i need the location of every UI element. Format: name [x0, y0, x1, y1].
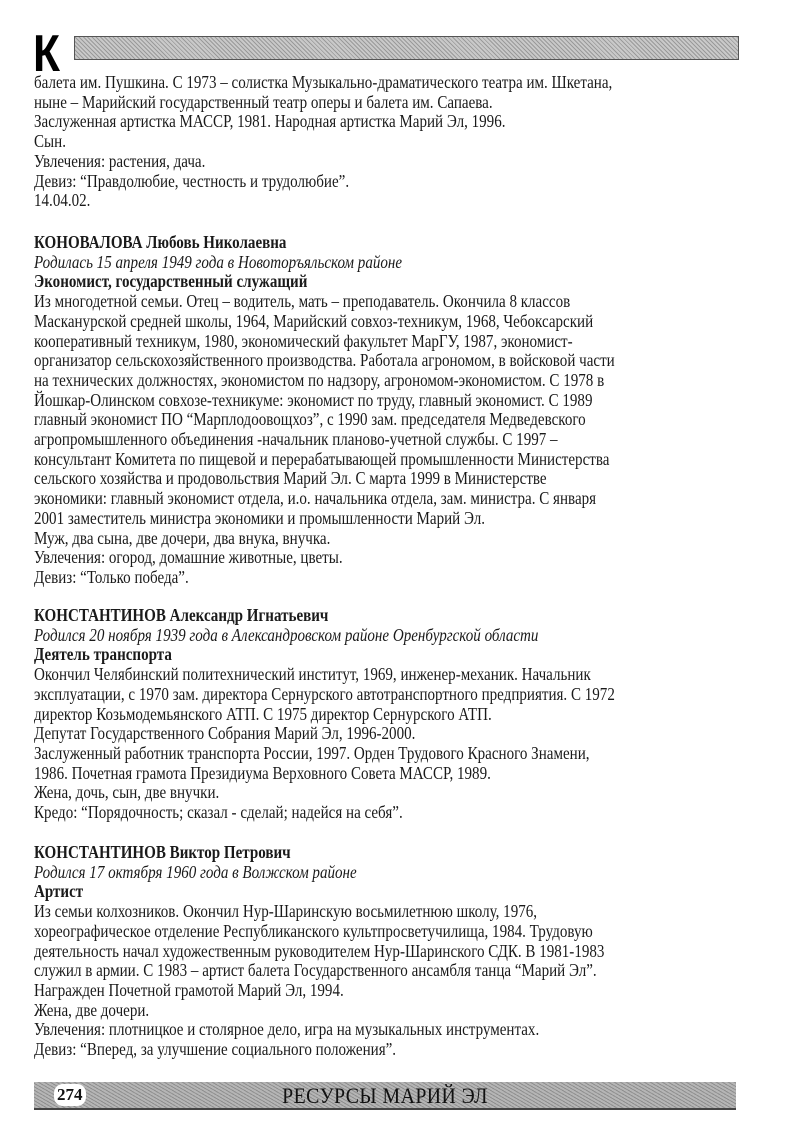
text-line: балета им. Пушкина. С 1973 – солистка Музыкально-драматического театра им. Шкетана,: [34, 72, 613, 92]
entry-heading: [34, 606, 739, 626]
entry-given-name: Виктор Петрович: [169, 842, 291, 862]
text-line: Сын.: [34, 131, 66, 152]
entry-profession: Деятель транспорта: [34, 644, 172, 665]
text-line: Жена, дочь, сын, две внучки.: [34, 782, 220, 803]
text-line: Увлечения: огород, домашние животные, цветы.: [34, 547, 343, 568]
text-line: Заслуженная артистка МАССР, 1981. Народная артистка Марий Эл, 1996.: [34, 111, 506, 132]
text-line: Кредо: “Порядочность; сказал - сделай; надейся на себя”.: [34, 802, 403, 823]
text-line: Девиз: “Вперед, за улучшение социального положения”.: [34, 1039, 397, 1060]
text-line: агропромышленного объединения -начальник планово-учетной службы. С 1997 –: [34, 429, 558, 450]
text-line: Заслуженный работник транспорта России, 1997. Орден Трудового Красного Знамени,: [34, 742, 590, 763]
text-line: Награжден Почетной грамотой Марий Эл, 1994.: [34, 979, 344, 1000]
text-line: Увлечения: растения, дача.: [34, 150, 206, 171]
footer-band: [34, 1082, 736, 1110]
text-line: организатор сельскохозяйственного производства. Работала агрономом, в войсковой части: [34, 350, 615, 371]
text-line: служил в армии. С 1983 – артист балета Государственного ансамбля танца “Марий Эл”.: [34, 960, 597, 981]
entry-surname: КОНОВАЛОВА: [34, 232, 143, 252]
text-line: 14.04.02.: [34, 190, 91, 211]
entry-heading: [34, 843, 739, 863]
text-line: Йошкар-Олинском совхозе-техникуме: экономист по труду, главный экономист. С 1989: [34, 389, 593, 410]
entry-surname: КОНСТАНТИНОВ: [34, 605, 166, 625]
entry-birth-info: Родилась 15 апреля 1949 года в Новоторъяльском районе: [34, 251, 403, 272]
text-line: хореографическое отделение Республиканского культпросветучилища, 1984. Трудовую: [34, 920, 593, 941]
section-letter: К: [33, 25, 60, 83]
text-line: деятельность начал художественным руководителем Нур-Шаринского СДК. В 1981-1983: [34, 940, 605, 961]
footer-title: РЕСУРСЫ МАРИЙ ЭЛ: [282, 1083, 488, 1108]
entry-heading: [34, 233, 739, 253]
entry-birth-info: Родился 20 ноября 1939 года в Александровском районе Оренбургской области: [34, 624, 539, 645]
entry-profession: Артист: [34, 881, 84, 902]
text-line: на технических должностях, экономистом по надзору, агрономом-экономистом. С 1978 в: [34, 369, 605, 390]
text-line: Из семьи колхозников. Окончил Нур-Шаринскую восьмилетнюю школу, 1976,: [34, 901, 538, 922]
text-line: ныне – Марийский государственный театр оперы и балета им. Сапаева.: [34, 91, 493, 112]
text-line: главный экономист ПО “Марплодоовощхоз”, с 1990 зам. председателя Медведевского: [34, 409, 586, 430]
text-line: Из многодетной семьи. Отец – водитель, мать – преподаватель. Окончила 8 классов: [34, 291, 571, 312]
text-line: Увлечения: плотницкое и столярное дело, игра на музыкальных инструментах.: [34, 1019, 540, 1040]
text-line: 1986. Почетная грамота Президиума Верховного Совета МАССР, 1989.: [34, 762, 491, 783]
entry-given-name: Александр Игнатьевич: [169, 605, 329, 625]
text-line: экономики: главный экономист отдела, и.о. начальника отдела, зам. министра. С января: [34, 488, 597, 509]
entry-konstantinov-aleksandr: [34, 606, 739, 823]
entry-given-name: Любовь Николаевна: [146, 232, 287, 252]
page-number: 274: [54, 1084, 86, 1106]
text-line: директор Козьмодемьянского АТП. С 1975 директор Сернурского АТП.: [34, 703, 492, 724]
text-line: Масканурской средней школы, 1964, Марийский совхоз-техникум, 1968, Чебоксарский: [34, 310, 594, 331]
entry-birth-info: Родился 17 октября 1960 года в Волжском районе: [34, 861, 357, 882]
text-line: кооперативный техникум, 1980, экономический факультет МарГУ, 1987, экономист-: [34, 330, 573, 351]
entry-konstantinov-viktor: [34, 843, 739, 1060]
text-line: Депутат Государственного Собрания Марий Эл, 1996-2000.: [34, 723, 416, 744]
header-band: [74, 36, 739, 60]
continuation-text: [34, 73, 739, 211]
text-line: Девиз: “Правдолюбие, честность и трудолюбие”.: [34, 170, 350, 191]
text-line: сельского хозяйства и продовольствия Марий Эл. С марта 1999 в Министерстве: [34, 468, 547, 489]
text-line: 2001 заместитель министра экономики и промышленности Марий Эл.: [34, 507, 486, 528]
entry-surname: КОНСТАНТИНОВ: [34, 842, 166, 862]
text-line: Окончил Челябинский политехнический институт, 1969, инженер-механик. Начальник: [34, 664, 591, 685]
text-line: эксплуатации, с 1970 зам. директора Сернурского автотранспортного предприятия. С 1972: [34, 683, 615, 704]
text-line: консультант Комитета по пищевой и перерабатывающей промышленности Министерства: [34, 448, 610, 469]
entry-profession: Экономист, государственный служащий: [34, 271, 308, 292]
entry-konovalova: [34, 233, 739, 588]
text-line: Девиз: “Только победа”.: [34, 566, 189, 587]
text-line: Жена, две дочери.: [34, 999, 150, 1020]
text-line: Муж, два сына, две дочери, два внука, внучка.: [34, 527, 331, 548]
